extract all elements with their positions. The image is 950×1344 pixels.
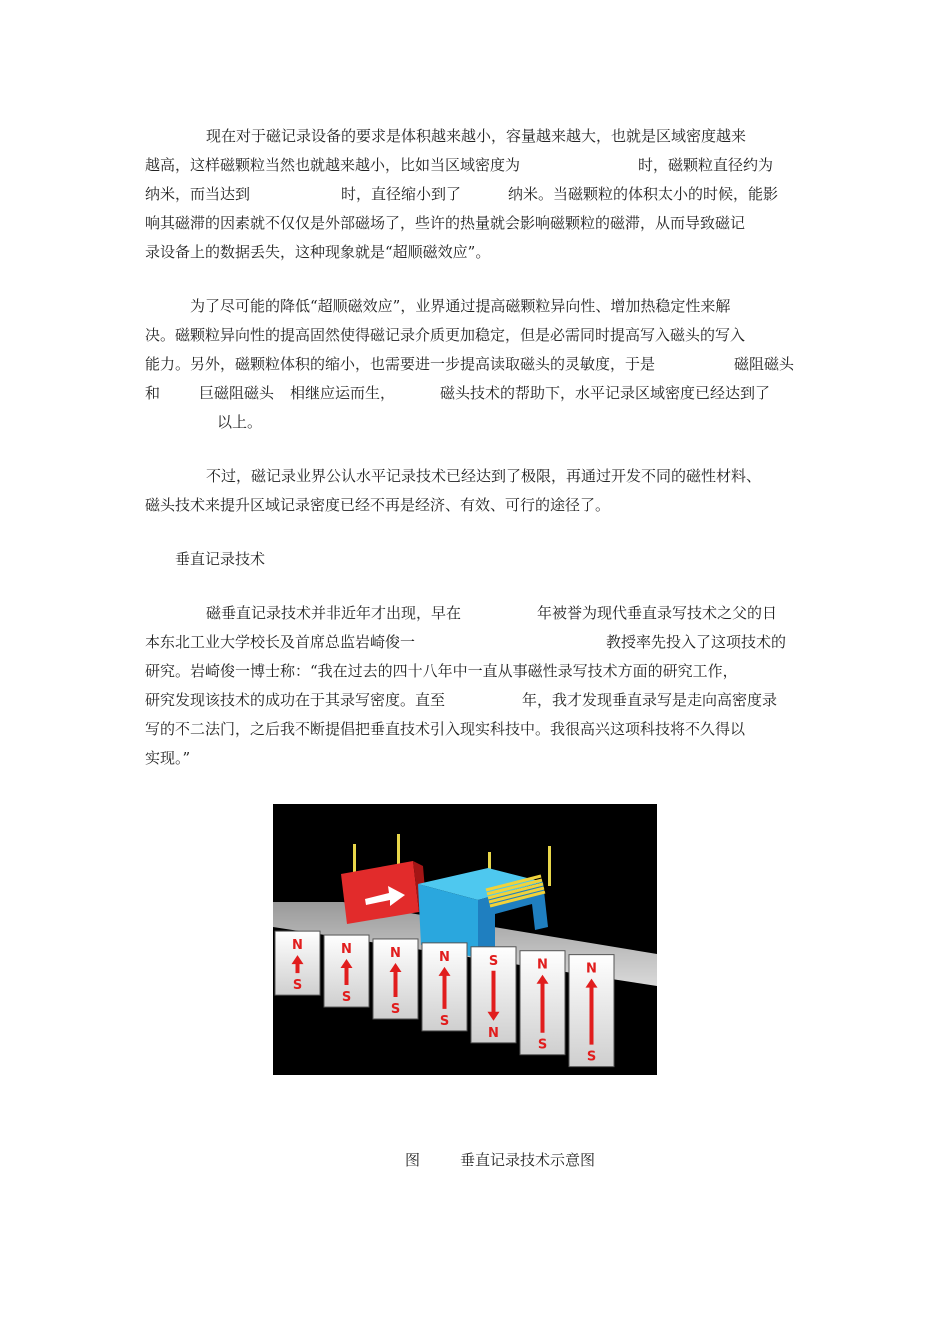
p4-line-4b: 年，我才发现垂直录写是走向高密度录 [522, 691, 778, 709]
pole-label-bottom: S [537, 1037, 548, 1053]
magnet-block [520, 951, 565, 1055]
p4-line-1a: 磁垂直记录技术并非近年才出现，早在 [206, 604, 462, 622]
p4-line-6: 实现。” [145, 749, 191, 767]
pole-label-top: N [586, 961, 597, 977]
p1-line-3: 纳米，而当达到 [145, 185, 251, 203]
p4-line-4a: 研究发现该技术的成功在于其录写密度。直至 [145, 691, 446, 709]
perpendicular-recording-diagram [273, 804, 657, 1075]
p3-line-1: 不过，磁记录业界公认水平记录技术已经达到了极限，再通过开发不同的磁性材料、 [206, 467, 762, 485]
pole-label-top: N [292, 938, 303, 954]
p2-line-4d: 磁头技术的帮助下，水平记录区域密度已经达到了 [440, 384, 771, 402]
pole-label-bottom: S [390, 1001, 401, 1017]
magnet-block [569, 955, 614, 1067]
p2-line-4c: 相继应运而生， [290, 384, 396, 402]
pole-label-top: S [488, 953, 499, 969]
p1-line-3b: 时，直径缩小到了 [341, 185, 462, 203]
magnet-block [324, 935, 369, 1007]
pole-label-bottom: S [292, 978, 303, 994]
p1-line-1: 现在对于磁记录设备的要求是体积越来越小，容量越来越大，也就是区域密度越来 [206, 127, 747, 145]
p1-line-2b: 时，磁颗粒直径约为 [638, 156, 774, 174]
pole-label-bottom: S [586, 1049, 597, 1065]
p4-line-3: 研究。岩崎俊一博士称：“我在过去的四十八年中一直从事磁性录写技术方面的研究工作， [145, 662, 738, 680]
pole-label-top: N [537, 957, 548, 973]
p2-line-1: 为了尽可能的降低“超顺磁效应”，业界通过提高磁颗粒异向性、增加热稳定性来解 [190, 297, 731, 315]
pole-label-top: N [390, 945, 401, 961]
pole-label-top: N [341, 942, 352, 958]
p2-line-3: 能力。另外，磁颗粒体积的缩小，也需要进一步提高读取磁头的灵敏度，于是 [145, 355, 656, 373]
figure-caption: 垂直记录技术示意图 [460, 1151, 596, 1169]
p1-line-4: 响其磁滞的因素就不仅仅是外部磁场了，些许的热量就会影响磁颗粒的磁滞，从而导致磁记 [145, 214, 746, 232]
magnet-block [373, 939, 418, 1019]
p4-line-2b: 教授率先投入了这项技术的 [606, 633, 787, 651]
section-heading: 垂直记录技术 [175, 550, 266, 568]
p4-line-2a: 本东北工业大学校长及首席总监岩崎俊一 [145, 633, 416, 651]
p1-line-5: 录设备上的数据丢失，这种现象就是“超顺磁效应”。 [145, 243, 491, 261]
p4-line-1b: 年被誉为现代垂直录写技术之父的日 [537, 604, 778, 622]
p1-line-3c: 纳米。当磁颗粒的体积太小的时候，能影 [508, 185, 779, 203]
pole-label-top: N [439, 949, 450, 965]
p2-line-2: 决。磁颗粒异向性的提高固然使得磁记录介质更加稳定，但是必需同时提高写入磁头的写入 [145, 326, 746, 344]
p2-line-4b: 巨磁阻磁头 [199, 384, 275, 402]
magnet-block [471, 947, 516, 1043]
p2-line-5: 以上。 [217, 413, 263, 431]
p2-line-4a: 和 [145, 384, 161, 402]
p4-line-5: 写的不二法门，之后我不断提倡把垂直技术引入现实科技中。我很高兴这项科技将不久得以 [145, 720, 746, 738]
p3-line-2: 磁头技术来提升区域记录密度已经不再是经济、有效、可行的途径了。 [145, 496, 611, 514]
magnet-block [422, 943, 467, 1031]
pole-label-bottom: S [439, 1013, 450, 1029]
magnet-block [275, 931, 320, 995]
pole-label-bottom: N [488, 1025, 499, 1041]
pole-label-bottom: S [341, 990, 352, 1006]
figure-label: 图 [405, 1151, 421, 1169]
p2-line-3b: 磁阻磁头 [734, 355, 795, 373]
p1-line-2: 越高，这样磁颗粒当然也就越来越小，比如当区域密度为 [145, 156, 521, 174]
